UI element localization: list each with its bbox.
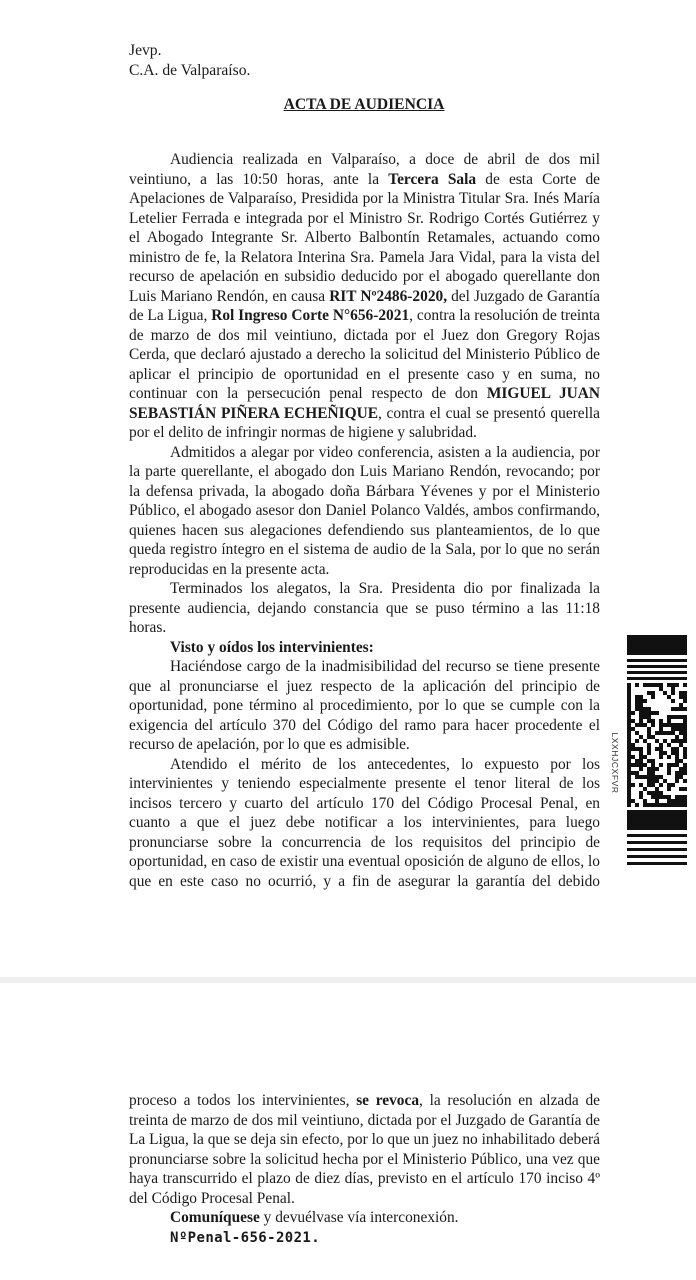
case-rol: Rol Ingreso Corte N°656-2021 bbox=[211, 307, 410, 324]
barcode-code: LXXHJCXFVR bbox=[610, 732, 620, 794]
paragraph-attendees: Admitidos a alegar por video conferencia, asisten a la audiencia, por la parte querellante, el abogado don Luis Mariano Rendón, revocando; por la defensa privada, la abogado doña Bárbara Yévenes y por el Ministerio Público, el abogado asesor don Daniel Polanco Valdés, ambos confirmando, quienes hacen sus alegaciones defendiendo sus planteamientos, de lo que queda registro íntegro en el sistema de audio de la Sala, por lo que no serán reproducidas en la presente acta. bbox=[129, 443, 600, 578]
section-heading: Visto y oídos los intervinientes: bbox=[170, 638, 374, 656]
ruling-revoked: se revoca bbox=[356, 1092, 420, 1109]
document-title: ACTA DE AUDIENCIA bbox=[283, 96, 445, 113]
court-name: C.A. de Valparaíso. bbox=[129, 62, 251, 79]
barcode-bottom-bars bbox=[627, 810, 687, 865]
author-initials: Jevp. bbox=[129, 42, 162, 59]
document-body-page-2 bbox=[129, 1091, 600, 1248]
document-header bbox=[129, 41, 250, 81]
document-body-page-1 bbox=[129, 150, 600, 891]
case-rit: RIT Nº2486-2020, bbox=[329, 287, 448, 305]
paragraph-admissibility: Haciéndose cargo de la inadmisibilidad del recurso se tiene presente que al pronunciarse el juez respecto de la aplicación del principio de oportunidad, pone término al procedimiento, por lo que se cumple con la exigencia del artículo 370 del Código del ramo para hacer procedente el recurso de apelación, por lo que es admisible. bbox=[129, 658, 600, 753]
paragraph-merits: Atendido el mérito de los antecedentes, lo expuesto por los intervinientes y teniendo especialmente presente el tenor literal de los incisos tercero y cuarto del artículo 170 del Código Procesal Penal, en cuanto a que el juez debe notificar a los intervinientes, para luego pronunciarse sobre la concurrencia de los requisitos del principio de oportunidad, en caso de existir una eventual oposición de alguno de ellos, lo que en este caso no ocurrió, y a fin de asegurar la garantía del debido bbox=[129, 755, 600, 890]
defendant-name: MIGUEL JUAN SEBASTIÁN PIÑERA ECHEÑIQUE bbox=[129, 385, 600, 422]
paragraph-ruling: proceso a todos los intervinientes, se revoca, la resolución en alzada de treinta de marzo de dos mil veintiuno, dictada por el Juzgado de Garantía de La Ligua, la que se deja sin efecto, por lo que un juez no inhabilitado deberá pronunciarse sobre la solicitud hecha por el Ministerio Público, una vez que haya transcurrido el plazo de diez días, previsto en el artículo 170 inciso 4º del Código Procesal Penal. bbox=[129, 1092, 600, 1207]
datamatrix-barcode-icon bbox=[627, 635, 687, 868]
barcode-top-bars bbox=[627, 635, 687, 680]
document-page-2 bbox=[0, 983, 696, 1280]
barcode-matrix bbox=[627, 683, 687, 807]
paragraph-hearing-details: Audiencia realizada en Valparaíso, a doce de abril de dos mil veintiuno, a las 10:50 horas, ante la Tercera Sala de esta Corte de Apelaciones de Valparaíso, Presidida por la Ministra Titular Sra. Inés María Letelier Ferrada e integrada por el Ministro Sr. Rodrigo Cortés Gutiérrez y el Abogado Integrante Sr. Alberto Balbontín Retamales, actuando como ministro de fe, la Relatora Interina Sra. Pamela Jara Vidal, para la vista del recurso de apelación en subsidio deducido por el abogado querellante don Luis Mariano Rendón, en causa RIT Nº2486-2020, del Juzgado de Garantía de La Ligua, Rol Ingreso Corte N°656-2021, contra la resolución de treinta de marzo de dos mil veintiuno, dictada por el Juez don Gregory Rojas Cerda, que declaró ajustado a derecho la solicitud del Ministerio Público de aplicar el principio de oportunidad en el presente caso y en suma, no continuar con la persecución penal respecto de don MIGUEL JUAN SEBASTIÁN PIÑERA ECHEÑIQUE, contra el cual se presentó querella por el delito de infringir normas de higiene y salubridad. bbox=[129, 151, 601, 441]
chamber-name: Tercera Sala bbox=[388, 170, 477, 188]
closing-instruction: Comuníquese y devuélvase vía interconexión. bbox=[170, 1209, 459, 1226]
paragraph-closing-time: Terminados los alegatos, la Sra. Presidenta dio por finalizada la presente audiencia, dejando constancia que se puso término a las 11:18 horas. bbox=[129, 580, 600, 636]
case-reference: NºPenal-656-2021. bbox=[170, 1229, 321, 1246]
